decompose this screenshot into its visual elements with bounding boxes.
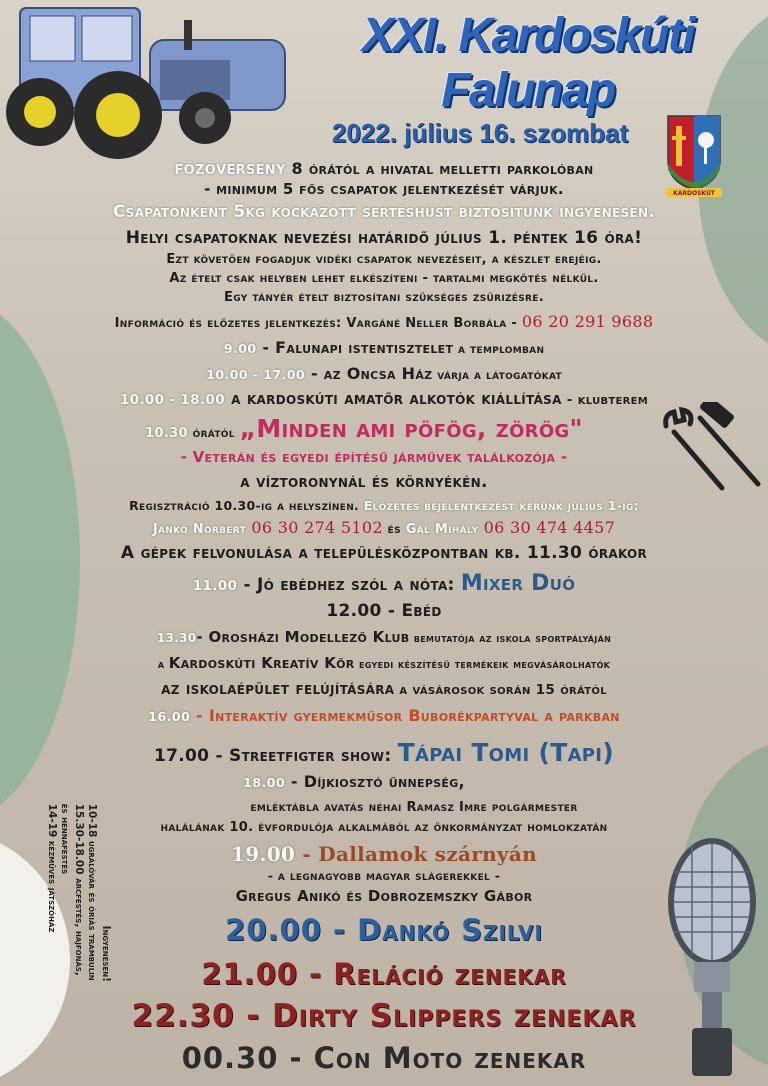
schedule-line bbox=[0, 842, 768, 866]
schedule-line: 22.30 - Dirty Slippers zenekar bbox=[131, 998, 637, 1034]
detail-text: várja a látogatókat bbox=[432, 368, 562, 383]
phone-number: 06 30 474 4457 bbox=[478, 518, 616, 537]
time-label: 18.00 bbox=[243, 776, 286, 791]
schedule-line: Egy tányér ételt biztosítani szükséges zsűrizésre. bbox=[224, 290, 544, 305]
time-label: 16.00 bbox=[148, 710, 191, 725]
side-notice-line: 15.30-18.00 arcfestés, hajfonás, bbox=[72, 803, 85, 976]
contact-name: Jankó Norbert bbox=[152, 522, 247, 537]
event-title: - Orosházi Modellező Klub bbox=[196, 628, 410, 646]
event-title: - Díjkiosztó ünnepség, bbox=[285, 772, 465, 791]
schedule-line: emléktábla avatás néhai Ramasz Imre polgármester bbox=[250, 800, 578, 815]
schedule-line: a víztoronynál és környékén. bbox=[240, 472, 488, 492]
schedule-line: A gépek felvonulása a településközpontban kb. 11.30 órakor bbox=[120, 543, 648, 563]
time-label: 19.00 bbox=[231, 842, 296, 866]
side-notice-title: Ingyenesen! bbox=[99, 925, 112, 982]
detail-text: Regisztráció 10.30-ig a helyszínen. bbox=[129, 498, 364, 513]
schedule-line bbox=[0, 312, 768, 331]
schedule-line bbox=[0, 772, 738, 791]
schedule-line bbox=[0, 518, 768, 537]
schedule-line bbox=[0, 571, 768, 596]
performer-name: Mixer Duó bbox=[460, 571, 576, 596]
highlight-text: főzőverseny bbox=[174, 157, 286, 179]
phone-number: 06 30 274 5102 bbox=[246, 518, 383, 537]
side-notice-line: és hennafestés bbox=[59, 803, 72, 875]
schedule-line bbox=[0, 364, 768, 383]
schedule-line: Helyi csapatoknak nevezési határidő július 1. péntek 16 óra! bbox=[125, 228, 643, 248]
schedule-line: halálának 10. évfordulója alkalmából az önkormányzat homlokzatán bbox=[160, 820, 608, 835]
detail-text: 8 órától a hivatal melletti parkolóban bbox=[285, 159, 594, 178]
schedule-line: 21.00 - Reláció zenekar bbox=[201, 957, 567, 991]
time-label: 11.00 bbox=[192, 578, 238, 594]
schedule-line: - minimum 5 fős csapatok jelentkezését várjuk. bbox=[204, 180, 564, 198]
event-title: Kardoskúti Kreatív Kör bbox=[168, 654, 355, 672]
contact-name: Gál Mihály bbox=[405, 522, 479, 537]
detail-text: és bbox=[382, 522, 406, 537]
detail-text: a vásárosok során 15 órától bbox=[394, 682, 607, 698]
event-date: 2022. július 16. szombat bbox=[331, 118, 629, 148]
time-label: 17.00 bbox=[153, 746, 210, 766]
detail-text: Előzetes bejelentkezést kérünk július 1-ig: bbox=[363, 498, 639, 513]
schedule-line bbox=[0, 414, 748, 443]
phone-number: 06 20 291 9688 bbox=[521, 312, 654, 331]
time-label: 13.30 bbox=[156, 631, 197, 645]
detail-text: Információ és előzetes jelentkezés: Vargáné Neller Borbála - bbox=[114, 316, 522, 331]
time-label: 10.00 - 18.00 bbox=[119, 392, 225, 408]
schedule-line bbox=[0, 706, 768, 725]
schedule-line bbox=[0, 157, 768, 179]
schedule-line bbox=[0, 338, 768, 357]
detail-text: bemutatója az iskola sportpályáján bbox=[409, 631, 612, 645]
event-title: - Streetfigter show: bbox=[209, 746, 398, 766]
schedule-line bbox=[0, 654, 768, 672]
schedule-line: Csapatonként 5kg kockázott sertéshúst biztosítunk ingyenesen. bbox=[112, 202, 656, 222]
schedule-line bbox=[0, 628, 768, 646]
schedule-line: 20.00 - Dankó Szilvi bbox=[225, 913, 543, 947]
schedule-line: Gregus Anikó és Dobrozemszky Gábor bbox=[235, 887, 533, 905]
detail-text: a bbox=[157, 657, 169, 671]
schedule-line: Ezt követően fogadjuk vidéki csapatok nevezéseit, a készlet erejéig. bbox=[166, 252, 602, 267]
event-title: az iskolaépület felújítására bbox=[161, 679, 395, 699]
event-title: a kardoskúti amatőr alkotók kiállítása bbox=[224, 389, 562, 409]
event-title: - Jó ebédhez szól a nóta: bbox=[237, 575, 461, 595]
schedule-line: - Veterán és egyedi építésű járművek találkozója - bbox=[180, 448, 568, 466]
crest-label: KARDOSKÚT bbox=[673, 190, 715, 197]
time-label: 10.30 bbox=[145, 426, 188, 441]
side-notice-line: 14-19 kézműves játszóház bbox=[45, 803, 58, 933]
event-title: „Minden ami pöfög, zörög" bbox=[239, 414, 583, 443]
schedule-line: Az ételt csak helyben lehet elkészíteni - tartalmi megkötés nélkül. bbox=[169, 271, 599, 286]
detail-text: órától bbox=[187, 426, 240, 441]
event-title: - Falunapi istentisztelet bbox=[256, 338, 454, 357]
side-notice-line: 10-18 ugrálóvár és óriás trambulin bbox=[86, 803, 99, 981]
schedule-line bbox=[0, 738, 768, 767]
schedule-line bbox=[0, 498, 768, 513]
poster-title: XXI. Kardoskúti Falunap bbox=[361, 9, 695, 117]
schedule-line: 00.30 - Con Moto zenekar bbox=[181, 1041, 587, 1075]
detail-text: a templomban bbox=[453, 342, 545, 357]
event-title: - Interaktív gyermekműsor Buborékpartyval a parkban bbox=[190, 706, 620, 725]
detail-text: - az bbox=[305, 364, 347, 383]
schedule-line: 12.00 - Ebéd bbox=[326, 601, 442, 621]
schedule-line: - a legnagyobb magyar slágerekkel - bbox=[267, 868, 501, 883]
time-label: 10.00 - 17.00 bbox=[206, 368, 306, 383]
time-label: 9.00 bbox=[223, 342, 257, 357]
schedule-line bbox=[0, 679, 768, 699]
schedule-line bbox=[0, 389, 768, 409]
performer-name: Tápai Tomi (Tapi) bbox=[397, 738, 615, 767]
event-title: Oncsa Ház bbox=[346, 364, 433, 383]
detail-text: - klubterem bbox=[561, 392, 649, 408]
event-title: - Dallamok szárnyán bbox=[295, 842, 537, 866]
tractor-image bbox=[0, 0, 290, 170]
detail-text: egyedi készítésű termékeik megvásárolhatók bbox=[354, 657, 611, 671]
